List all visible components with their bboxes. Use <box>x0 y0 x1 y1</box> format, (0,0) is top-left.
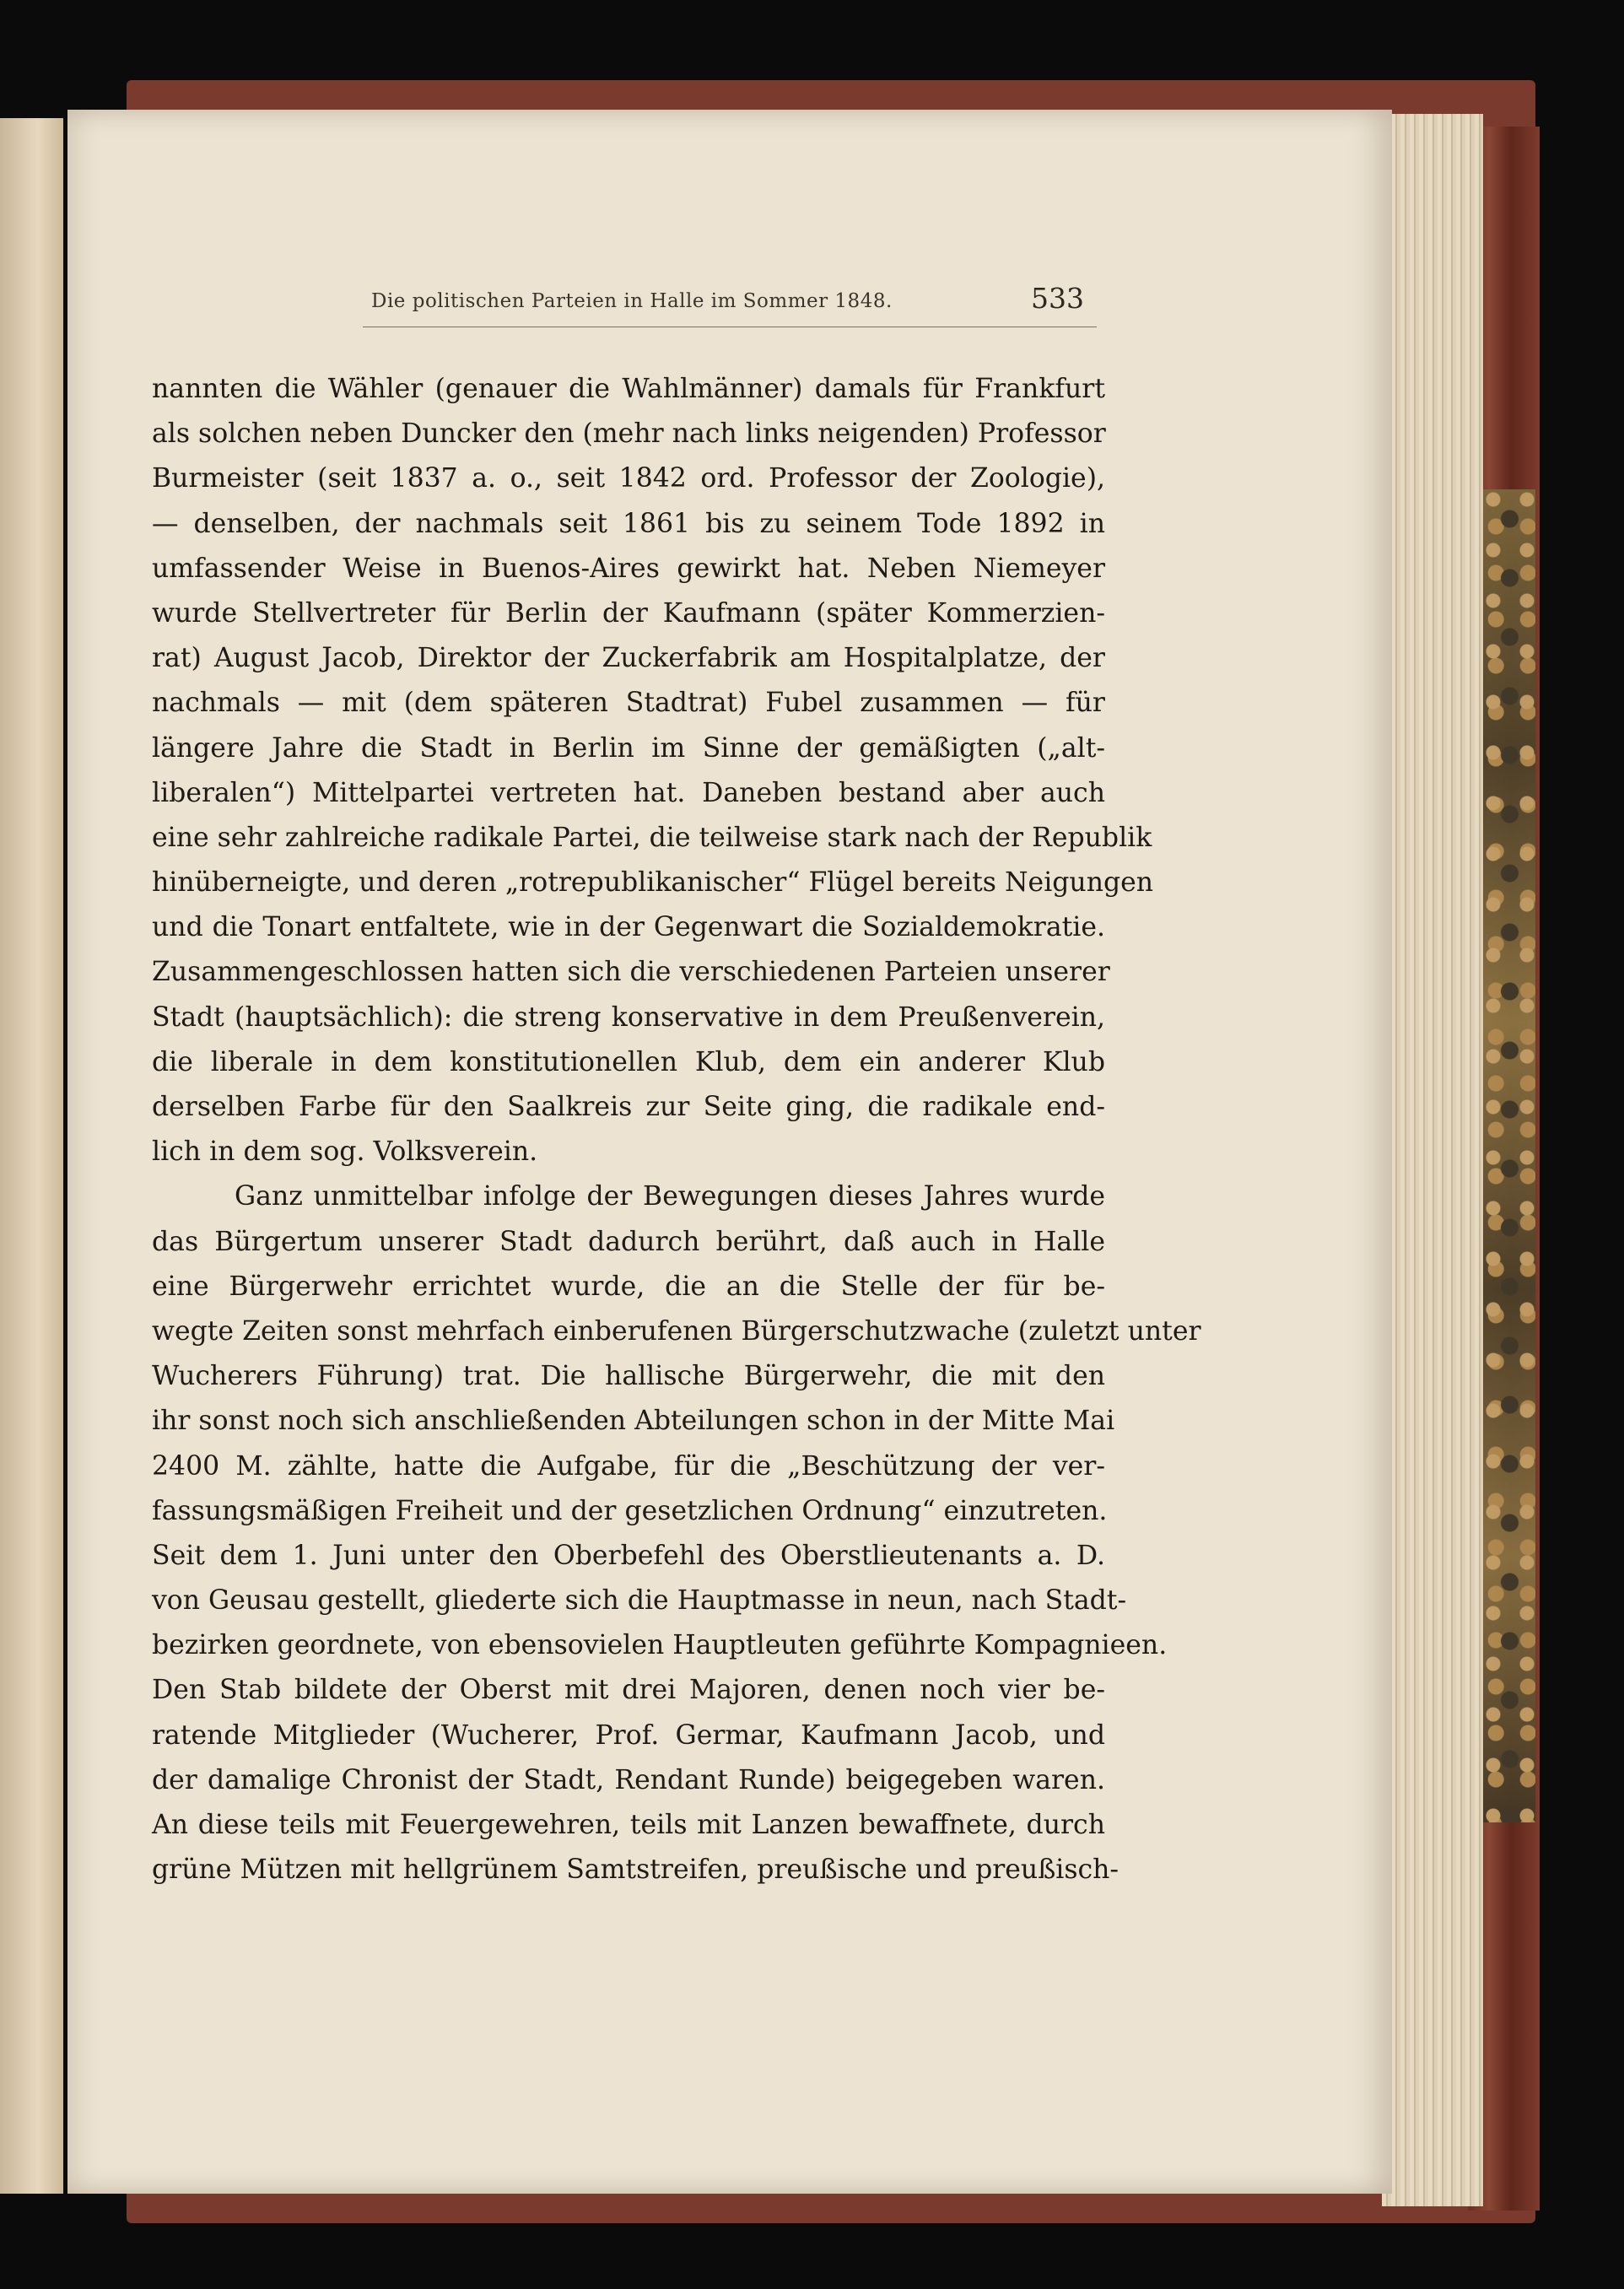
text-line: lich in dem sog. Volksverein. <box>152 1136 538 1168</box>
text-line: umfassender Weise in Buenos-Aires gewirkt hat. Neben Niemeyer <box>152 553 1105 584</box>
text-line: die liberale in dem konstitutionellen Klub, dem ein anderer Klub <box>152 1046 1105 1077</box>
text-line: Ganz unmittelbar infolge der Bewegungen dieses Jahres wurde <box>235 1181 1105 1212</box>
page-number: 533 <box>1031 282 1084 315</box>
text-line: ratende Mitglieder (Wucherer, Prof. Germar, Kaufmann Jacob, und <box>152 1719 1105 1751</box>
text-line: eine sehr zahlreiche radikale Partei, die teilweise stark nach der Republik <box>152 822 1152 853</box>
text-line: — denselben, der nachmals seit 1861 bis zu seinem Tode 1892 in <box>152 508 1105 539</box>
text-line: als solchen neben Duncker den (mehr nach links neigenden) Professor <box>152 418 1106 450</box>
text-line: eine Bürgerwehr errichtet wurde, die an die Stelle der für be- <box>152 1271 1105 1302</box>
text-line: wegte Zeiten sonst mehrfach einberufenen Bürgerschutzwache (zuletzt unter <box>152 1315 1201 1347</box>
marbled-endpaper <box>1483 489 1535 1822</box>
text-line: wurde Stellvertreter für Berlin der Kaufmann (später Kommerzien- <box>152 597 1105 629</box>
body-text <box>152 367 1201 1892</box>
text-line: nannten die Wähler (genauer die Wahlmänner) damals für Frankfurt <box>152 374 1105 404</box>
left-page-edge <box>0 118 63 2194</box>
text-line: das Bürgertum unserer Stadt dadurch berührt, daß auch in Halle <box>152 1226 1105 1257</box>
text-line: der damalige Chronist der Stadt, Rendant Runde) beigegeben waren. <box>152 1764 1105 1795</box>
text-line: 2400 M. zählte, hatte die Aufgabe, für die „Beschützung der ver- <box>152 1450 1105 1482</box>
text-line: bezirken geordnete, von ebensovielen Hauptleuten geführte Kompagnieen. <box>152 1630 1168 1661</box>
text-line: nachmals — mit (dem späteren Stadtrat) Fubel zusammen — für <box>152 688 1105 719</box>
text-line: Stadt (hauptsächlich): die streng konservative in dem Preußenverein, <box>152 1001 1105 1033</box>
text-line: Wucherers Führung) trat. Die hallische Bürgerwehr, die mit den <box>152 1361 1105 1392</box>
text-line: fassungsmäßigen Freiheit und der gesetzlichen Ordnung“ einzutreten. <box>152 1495 1108 1526</box>
text-line: und die Tonart entfaltete, wie in der Gegenwart die Sozialdemokratie. <box>152 912 1105 943</box>
text-line: derselben Farbe für den Saalkreis zur Seite ging, die radikale end- <box>152 1092 1105 1122</box>
text-line: Zusammengeschlossen hatten sich die verschiedenen Parteien unserer <box>152 957 1110 988</box>
text-line: Burmeister (seit 1837 a. o., seit 1842 ord. Professor der Zoologie), <box>152 463 1105 494</box>
text-line: liberalen“) Mittelpartei vertreten hat. Daneben bestand aber auch <box>152 777 1105 808</box>
text-line: rat) August Jacob, Direktor der Zuckerfabrik am Hospitalplatze, der <box>152 643 1105 674</box>
text-line: hinüberneigte, und deren „rotrepublikanischer“ Flügel bereits Neigungen <box>152 867 1154 899</box>
text-line: längere Jahre die Stadt in Berlin im Sinne der gemäßigten („alt- <box>152 732 1105 764</box>
stacked-page-edges <box>1382 114 1483 2206</box>
text-line: Seit dem 1. Juni unter den Oberbefehl des Oberstlieutenants a. D. <box>152 1540 1105 1571</box>
running-head: Die politischen Parteien in Halle im Sommer 1848. <box>371 290 893 312</box>
text-line: von Geusau gestellt, gliederte sich die Hauptmasse in neun, nach Stadt- <box>152 1585 1127 1617</box>
text-line: Den Stab bildete der Oberst mit drei Majoren, denen noch vier be- <box>152 1675 1105 1706</box>
text-line: An diese teils mit Feuergewehren, teils mit Lanzen bewaffnete, durch <box>152 1810 1105 1840</box>
text-line: ihr sonst noch sich anschließenden Abteilungen schon in der Mitte Mai <box>152 1406 1115 1437</box>
text-line: grüne Mützen mit hellgrünem Samtstreifen, preußische und preußisch- <box>152 1854 1120 1886</box>
